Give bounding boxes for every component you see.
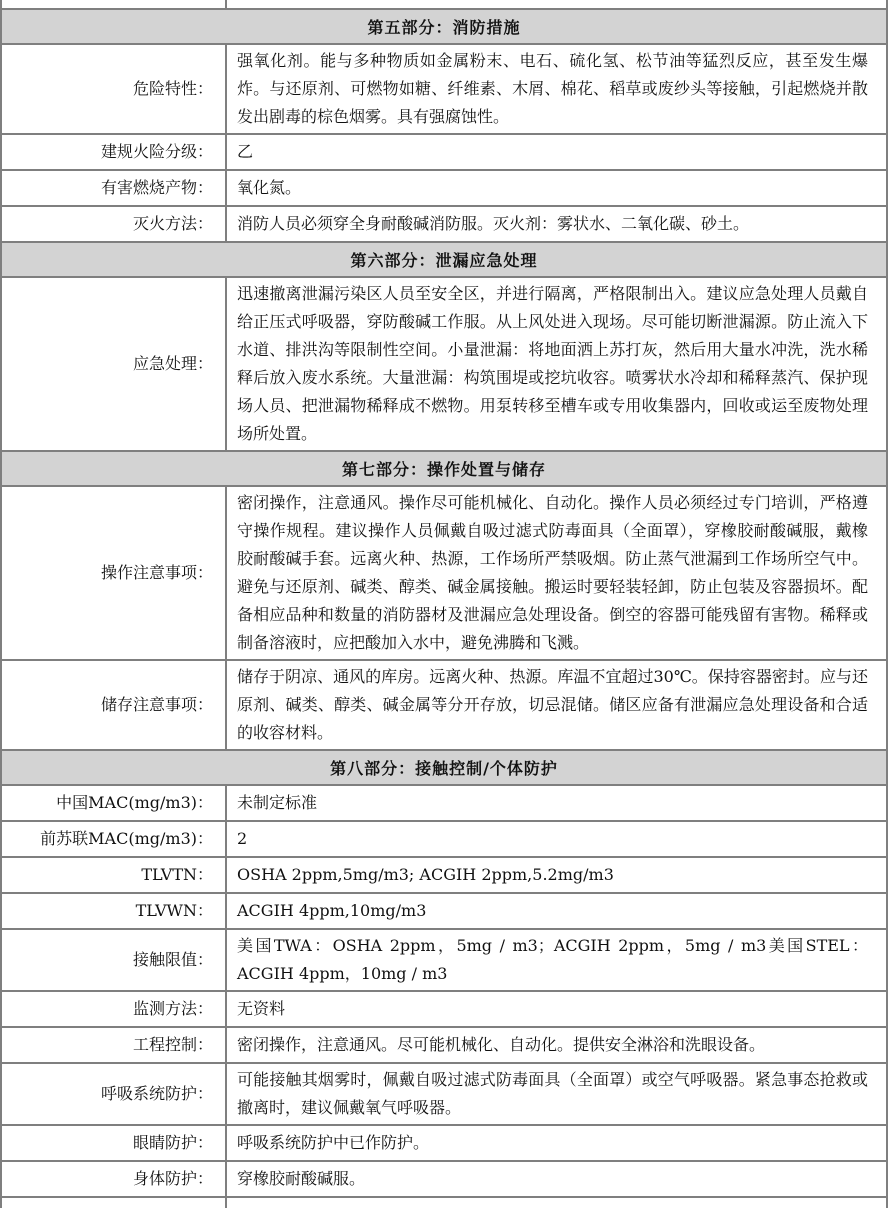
row-content: 可能接触其烟雾时，佩戴自吸过滤式防毒面具（全面罩）或空气呼吸器。紧急事态抢救或撤离时，建议佩戴氧气呼吸器。 [237,1070,868,1117]
row-content: 密闭操作，注意通风。尽可能机械化、自动化。提供安全淋浴和洗眼设备。 [237,1035,766,1054]
table-row [2,661,886,751]
row-content: ACGIH 4ppm,10mg/m3 [237,901,427,920]
table-row [2,207,886,243]
row-content: 消防人员必须穿全身耐酸碱消防服。灭火剂：雾状水、二氧化碳、砂土。 [237,214,750,233]
section-title: 第八部分：接触控制/个体防护 [330,759,558,778]
row-content: 2 [237,829,248,848]
row-content: OSHA 2ppm,5mg/m3; ACGIH 2ppm,5.2mg/m3 [237,865,614,884]
row-label: 灭火方法： [2,207,227,241]
table-row [2,992,886,1028]
row-label: 建规火险分级： [2,135,227,169]
partial-row-label-cell [2,1198,227,1208]
row-label: 监测方法： [2,992,227,1026]
row-label: 应急处理： [2,278,227,450]
row-label: TLVTN： [2,858,227,892]
row-label: 接触限值： [2,930,227,990]
table-row [2,1126,886,1162]
table-row [2,1064,886,1126]
section-header [2,751,886,786]
row-label: 工程控制： [2,1028,227,1062]
row-label: 中国MAC(mg/m3)： [2,786,227,820]
row-content: 呼吸系统防护中已作防护。 [237,1133,430,1152]
table-row [2,1162,886,1198]
table-row [2,894,886,930]
row-content: 迅速撤离泄漏污染区人员至安全区，并进行隔离，严格限制出入。建议应急处理人员戴自给正压式呼吸器，穿防酸碱工作服。从上风处进入现场。尽可能切断泄漏源。防止流入下水道、排洪沟等限制性空间。小量泄漏：将地面洒上苏打灰，然后用大量水冲洗，洗水稀释后放入废水系统。大量泄漏：构筑围堤或挖坑收容。喷雾状水冷却和稀释蒸汽、保护现场人员、把泄漏物稀释成不燃物。用泵转移至槽车或专用收集器内，回收或运至废物处理场所处置。 [237,284,868,443]
partial-row-content-cell [227,1198,886,1208]
table-row [2,45,886,135]
partial-row-label-cell [2,0,227,8]
section-title: 第六部分：泄漏应急处理 [350,251,538,270]
row-content: 密闭操作，注意通风。操作尽可能机械化、自动化。操作人员必须经过专门培训，严格遵守操作规程。建议操作人员佩戴自吸过滤式防毒面具（全面罩），穿橡胶耐酸碱服，戴橡胶耐酸碱手套。远离火种、热源，工作场所严禁吸烟。防止蒸气泄漏到工作场所空气中。避免与还原剂、碱类、醇类、碱金属接触。搬运时要轻装轻卸，防止包装及容器损坏。配备相应品种和数量的消防器材及泄漏应急处理设备。倒空的容器可能残留有害物。稀释或制备溶液时，应把酸加入水中，避免沸腾和飞溅。 [237,493,868,652]
row-content: 强氧化剂。能与多种物质如金属粉末、电石、硫化氢、松节油等猛烈反应，甚至发生爆炸。与还原剂、可燃物如糖、纤维素、木屑、棉花、稻草或废纱头等接触，引起燃烧并散发出剧毒的棕色烟雾。具有强腐蚀性。 [237,51,868,126]
section-header [2,243,886,278]
row-label: 身体防护： [2,1162,227,1196]
table-row [2,278,886,452]
section-title: 第七部分：操作处置与储存 [341,460,546,479]
row-content: 未制定标准 [237,793,318,812]
row-label: 呼吸系统防护： [2,1064,227,1124]
row-label: 有害燃烧产物： [2,171,227,205]
row-label: 前苏联MAC(mg/m3)： [2,822,227,856]
section-header [2,10,886,45]
table-row [2,1028,886,1064]
row-label: TLVWN： [2,894,227,928]
row-content: 储存于阴凉、通风的库房。远离火种、热源。库温不宜超过30℃。保持容器密封。应与还原剂、碱类、醇类、碱金属等分开存放，切忌混储。储区应备有泄漏应急处理设备和合适的收容材料。 [237,667,868,742]
row-label: 危险特性： [2,45,227,133]
table-row [2,487,886,661]
partial-row [2,1198,886,1208]
row-content: 无资料 [237,999,286,1018]
row-label: 操作注意事项： [2,487,227,659]
table-row [2,930,886,992]
table-row [2,786,886,822]
row-label: 储存注意事项： [2,661,227,749]
table-row [2,822,886,858]
row-content: 穿橡胶耐酸碱服。 [237,1169,366,1188]
section-title: 第五部分：消防措施 [367,18,521,37]
row-content: 氧化氮。 [237,178,302,197]
row-label: 眼睛防护： [2,1126,227,1160]
table-row [2,171,886,207]
section-header [2,452,886,487]
row-content: 乙 [237,142,254,161]
partial-row-content-cell [227,0,886,8]
table-row [2,858,886,894]
row-content: 美国TWA：OSHA 2ppm，5mg / m3；ACGIH 2ppm，5mg / m3美国STEL：ACGIH 4ppm，10mg / m3 [237,936,868,983]
table-row [2,135,886,171]
partial-row [2,0,886,10]
